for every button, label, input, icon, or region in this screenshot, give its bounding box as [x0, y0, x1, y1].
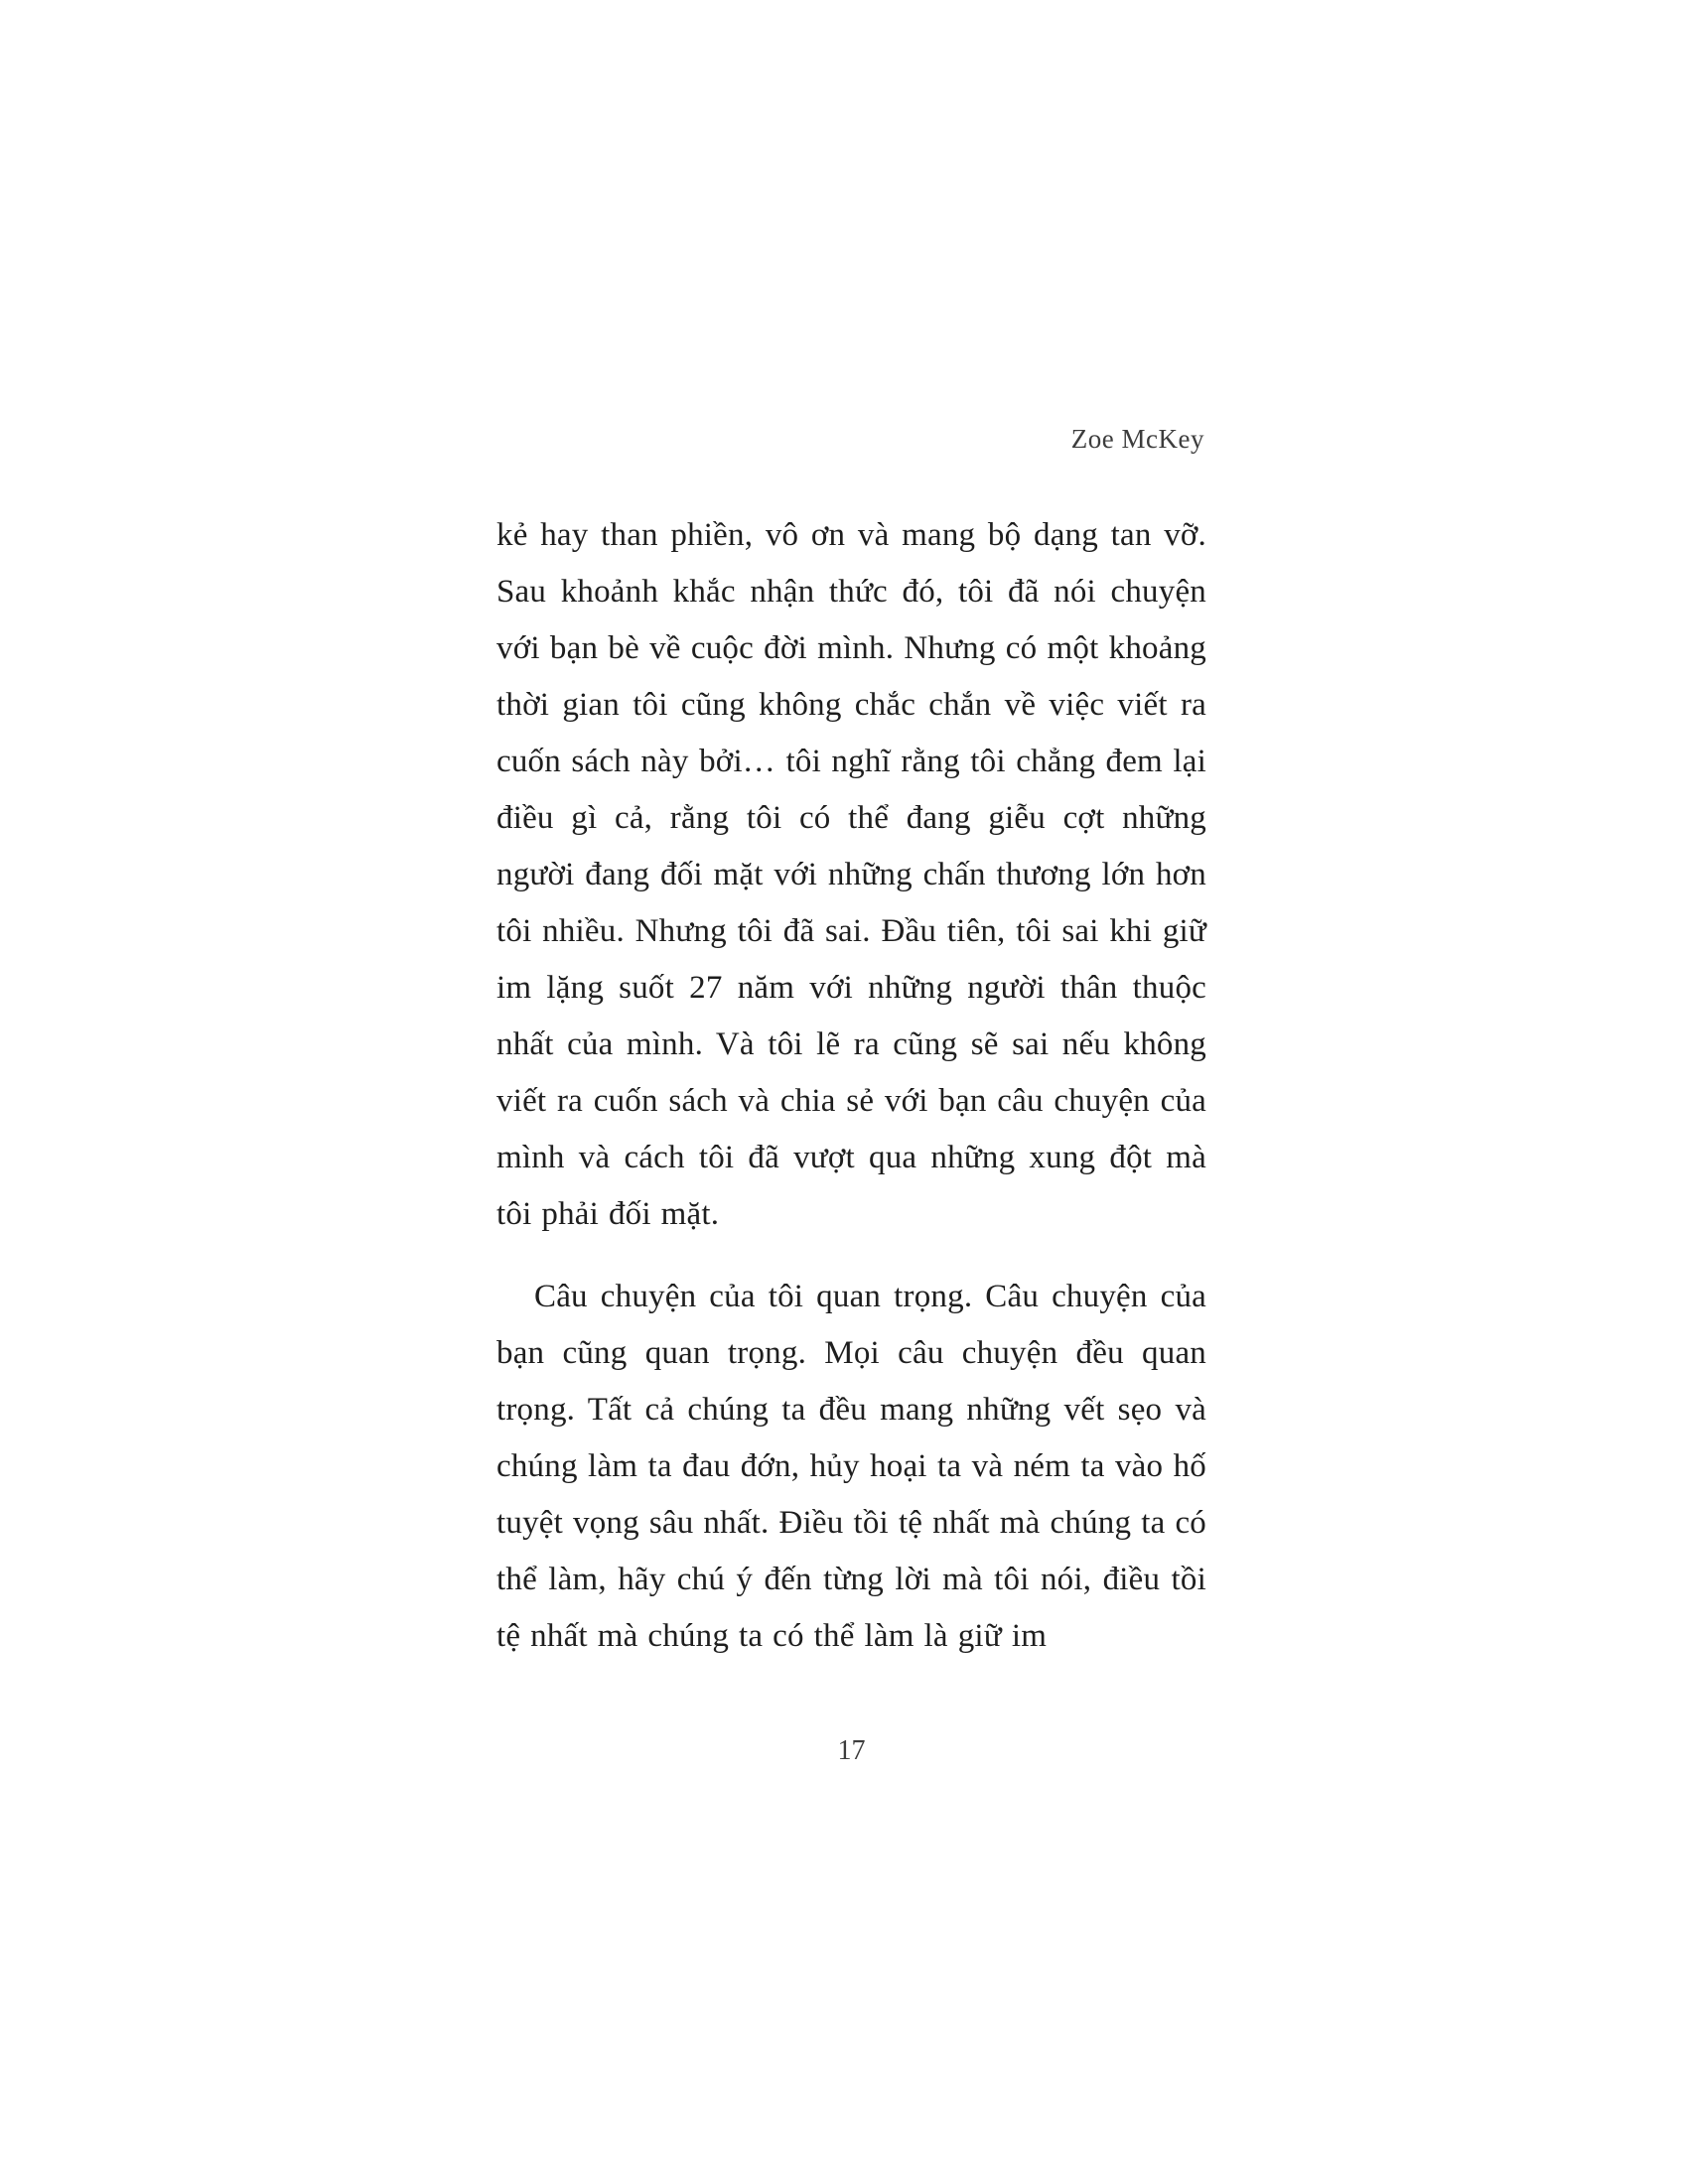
paragraph-continuation: kẻ hay than phiền, vô ơn và mang bộ dạng tan vỡ. Sau khoảnh khắc nhận thức đó, tôi đã nói chuyện với bạn bè về cuộc đời mình. Nhưng có một khoảng thời gian tôi cũng không chắc chắn về việc viết ra cuốn sách này bởi… tôi nghĩ rằng tôi chẳng đem lại điều gì cả, rằng tôi có thể đang giễu cợt những người đang đối mặt với những chấn thương lớn hơn tôi nhiều. Nhưng tôi đã sai. Đầu tiên, tôi sai khi giữ im lặng suốt 27 năm với những người thân thuộc nhất của mình. Và tôi lẽ ra cũng sẽ sai nếu không viết ra cuốn sách và chia sẻ với bạn câu chuyện của mình và cách tôi đã vượt qua những xung đột mà tôi phải đối mặt. [496, 517, 1206, 1232]
body-text-block [496, 507, 1206, 1665]
running-header-author: Zoe McKey [1070, 424, 1204, 454]
paragraph-indented: Câu chuyện của tôi quan trọng. Câu chuyện của bạn cũng quan trọng. Mọi câu chuyện đều quan trọng. Tất cả chúng ta đều mang những vết sẹo và chúng làm ta đau đớn, hủy hoại ta và ném ta vào hố tuyệt vọng sâu nhất. Điều tồi tệ nhất mà chúng ta có thể làm, hãy chú ý đến từng lời mà tôi nói, điều tồi tệ nhất mà chúng ta có thể làm là giữ im [496, 1279, 1206, 1654]
page-number: 17 [837, 1735, 866, 1766]
